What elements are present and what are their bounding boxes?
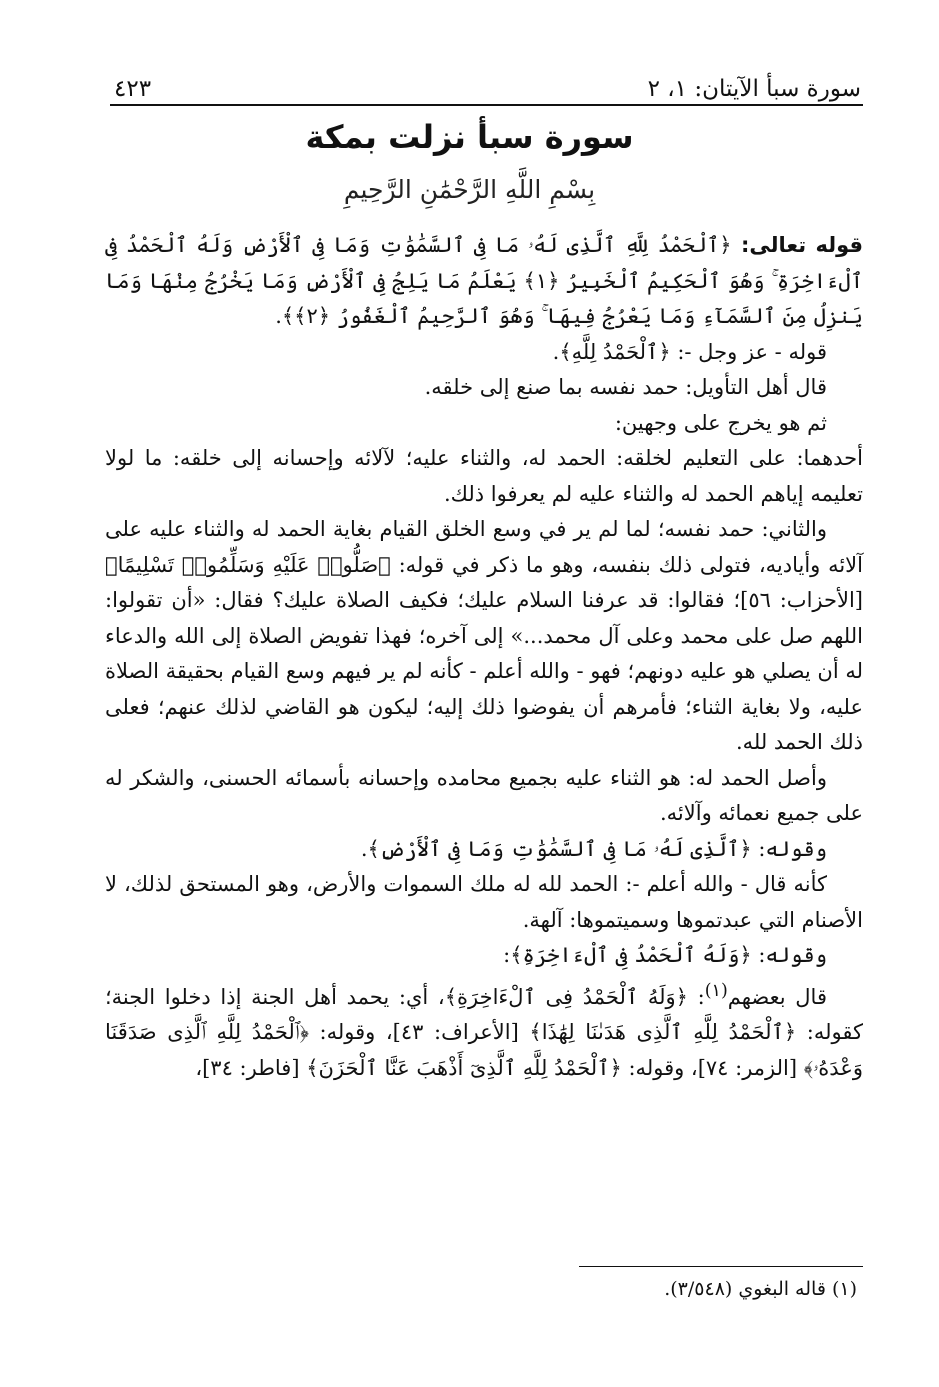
opening-lead: قوله تعالى: bbox=[731, 233, 863, 257]
paragraph: أحدهما: على التعليم لخلقه: الحمد له، والثناء عليه؛ لآلائه وإحسانه إلى خلقه: ما لولا تعليمه إياهم الحمد له والثناء عليه لم يعرفوا ذلك. bbox=[105, 446, 863, 506]
paragraph: قال أهل التأويل: حمد نفسه بما صنع إلى خلقه. bbox=[424, 375, 827, 399]
page-number: ٤٢٣ bbox=[114, 76, 152, 102]
paragraph: كأنه قال - والله أعلم -: الحمد لله له ملك السموات والأرض، وهو المستحق لذلك، لا الأصنام التي عبدتموها وسميتموها: آلهة. bbox=[105, 872, 863, 932]
paragraph: وقوله: ﴿ٱلَّذِى لَهُۥ مَا فِى ٱلسَّمَٰوَٰتِ وَمَا فِى ٱلْأَرْضِ﴾. bbox=[360, 836, 827, 861]
footnote-rule bbox=[579, 1266, 863, 1267]
page-header bbox=[114, 66, 861, 102]
paragraph: ثم هو يخرج على وجهين: bbox=[614, 410, 827, 435]
last-paragraph bbox=[105, 974, 863, 1087]
running-title: سورة سبأ الآيتان: ١، ٢ bbox=[647, 76, 861, 102]
surah-title: سورة سبأ نزلت بمكة bbox=[305, 118, 634, 156]
basmala: بِسْمِ اللَّهِ الرَّحْمَٰنِ الرَّحِيمِ bbox=[343, 175, 596, 204]
last-paragraph-rest: : ﴿وَلَهُ ٱلْحَمْدُ فِى ٱلْءَاخِرَةِ﴾، أي: يحمد أهل الجنة إذا دخلوا الجنة؛ كقوله: ﴿ٱلْحَمْدُ لِلَّهِ ٱلَّذِى هَدَىٰنَا لِهَٰذَا﴾ [الأعراف: ٤٣]، وقوله: ﴿ٱلْحَمْدُ لِلَّهِ ٱلَّذِى صَدَقَنَا وَعْدَهُۥ﴾ [الزمر: ٧٤]، وقوله: ﴿ٱلْحَمْدُ لِلَّهِ ٱلَّذِىٓ أَذْهَبَ عَنَّا ٱلْحَزَنَ﴾ [فاطر: ٣٤]، bbox=[105, 984, 863, 1080]
paragraph: والثاني: حمد نفسه؛ لما لم ير في وسع الخلق القيام بغاية الحمد له والثناء عليه على آلائه وأياديه، فتولى ذلك بنفسه، وهو ما ذكر في قوله: ﴿صَلُّوا۟ عَلَيْهِ وَسَلِّمُوا۟ تَسْلِيمًا﴾ [الأحزاب: ٥٦]؛ فقالوا: قد عرفنا السلام عليك؛ فكيف الصلاة عليك؟ فقال: «أن تقولوا: اللهم صل على محمد وعلى آل محمد...» إلى آخره؛ فهذا تفويض الصلاة إلى الله والدعاء له أن يصلي هو عليه دونهم؛ فهو - والله أعلم - كأنه لم ير فيهم وسع القيام بحقيقة الصلاة عليه، ولا بغاية الثناء؛ فأمرهم أن يفوضوا ذلك إليه؛ ليكون هو القاضي لذلك عنهم؛ فعلى ذلك الحمد لله. bbox=[105, 517, 863, 754]
footnote: (١) قاله البغوي (٣/٥٤٨). bbox=[664, 1278, 857, 1300]
opening-verse: ﴿ٱلْحَمْدُ لِلَّهِ ٱلَّذِى لَهُۥ مَا فِى ٱلسَّمَٰوَٰتِ وَمَا فِى ٱلْأَرْضِ وَلَهُ ٱلْحَمْدُ فِى ٱلْءَاخِرَةِ ۚ وَهُوَ ٱلْحَكِيمُ ٱلْخَبِيرُ ﴿١﴾ يَعْلَمُ مَا يَلِجُ فِى ٱلْأَرْضِ وَمَا يَخْرُجُ مِنْهَا وَمَا يَنزِلُ مِنَ ٱلسَّمَآءِ وَمَا يَعْرُجُ فِيهَا ۚ وَهُوَ ٱلرَّحِيمُ ٱلْغَفُورُ ﴿٢﴾﴾. bbox=[105, 233, 864, 328]
main-text bbox=[105, 228, 863, 1086]
footnote-reference[interactable]: (١) bbox=[704, 980, 728, 1001]
header-rule bbox=[110, 104, 863, 106]
paragraph: وأصل الحمد له: هو الثناء عليه بجميع محامده وإحسانه بأسمائه الحسنى، والشكر له على جميع نعمائه وآلائه. bbox=[105, 765, 863, 825]
last-paragraph-start: قال بعضهم bbox=[727, 984, 827, 1009]
opening-verse-paragraph bbox=[105, 228, 863, 335]
paragraph: قوله - عز وجل -: ﴿ٱلْحَمْدُ لِلَّهِ﴾. bbox=[552, 339, 827, 364]
paragraph: وقوله: ﴿وَلَهُ ٱلْحَمْدُ فِى ٱلْءَاخِرَةِ﴾: bbox=[503, 943, 827, 967]
